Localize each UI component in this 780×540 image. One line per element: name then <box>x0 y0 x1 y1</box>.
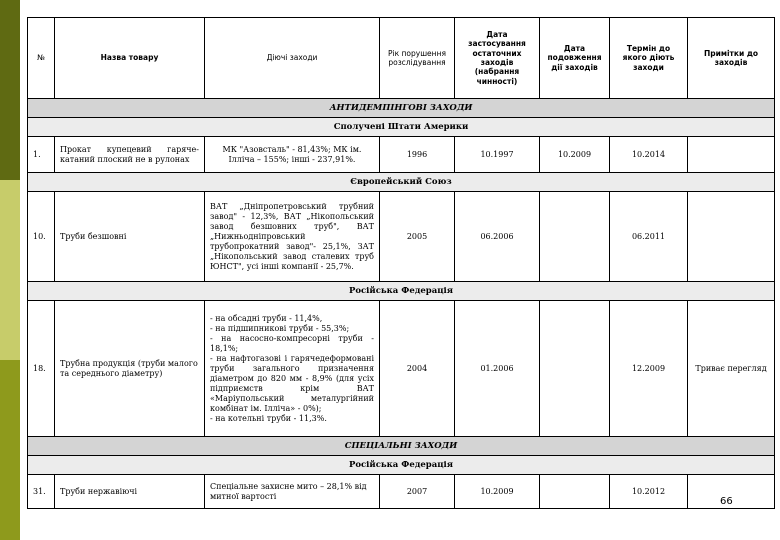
country-row-russia <box>28 282 775 301</box>
cell-measures: - на обсадні труби - 11,4%, - на підшипникові труби - 55,3%; - на насосно-компресорні труби - 18,1%; - на нафтогазові і гарячедеформовані труби загального призначення діаметром до 820 мм - 8,9% (для усіх підприємств крім ВАТ «Маріупольський металургійний комбінат ім. Ілліча» - 0%); - на котельні труби - 11,3%. <box>205 301 380 437</box>
cell-measures: МК "Азовсталь" - 81,43%; МК ім. Ілліча – 155%; інші - 237,91%. <box>205 137 380 173</box>
table-row <box>28 137 775 173</box>
header-applied-date: Дата застосування остаточних заходів (набрання чинності) <box>455 18 540 99</box>
cell-extended: 10.2009 <box>540 137 610 173</box>
cell-num: 1. <box>28 137 55 173</box>
section-row-special <box>28 437 775 456</box>
cell-notes: Триває перегляд <box>688 301 775 437</box>
section-title: СПЕЦІАЛЬНІ ЗАХОДИ <box>28 437 775 456</box>
cell-product: Труби безшовні <box>55 192 205 282</box>
cell-notes <box>688 137 775 173</box>
cell-applied: 10.2009 <box>455 475 540 509</box>
country-row-eu <box>28 173 775 192</box>
country-row-russia-special <box>28 456 775 475</box>
country-title: Сполучені Штати Америки <box>28 118 775 137</box>
cell-extended <box>540 301 610 437</box>
cell-applied: 01.2006 <box>455 301 540 437</box>
cell-year: 1996 <box>380 137 455 173</box>
header-num: № <box>28 18 55 99</box>
cell-measures: ВАТ „Дніпропетровський трубний завод" - 12,3%, ВАТ „Нікопольський завод безшовних труб", ВАТ „Нижньодніпровський трубопрокатний завод"- 25,1%, ЗАТ „Нікопольський завод сталевих труб ЮНСТ", усі інші компанії - 25,7%. <box>205 192 380 282</box>
trade-measures-table <box>27 17 775 509</box>
cell-extended <box>540 475 610 509</box>
table-row <box>28 192 775 282</box>
cell-measures: Спеціальне захисне мито – 28,1% від митної вартості <box>205 475 380 509</box>
cell-applied: 06.2006 <box>455 192 540 282</box>
header-measures: Діючі заходи <box>205 18 380 99</box>
cell-product: Трубна продукція (труби малого та середнього діаметру) <box>55 301 205 437</box>
cell-term: 10.2014 <box>610 137 688 173</box>
cell-term: 12.2009 <box>610 301 688 437</box>
section-title: АНТИДЕМПІНГОВІ ЗАХОДИ <box>28 99 775 118</box>
cell-term: 10.2012 <box>610 475 688 509</box>
cell-num: 18. <box>28 301 55 437</box>
decor-strip-middle <box>0 180 20 360</box>
header-notes: Примітки до заходів <box>688 18 775 99</box>
header-extension-date: Дата подовження дії заходів <box>540 18 610 99</box>
decor-strip-top <box>0 0 20 180</box>
cell-applied: 10.1997 <box>455 137 540 173</box>
header-year: Рік порушення розслідування <box>380 18 455 99</box>
header-term: Термін до якого діють заходи <box>610 18 688 99</box>
country-title: Європейський Союз <box>28 173 775 192</box>
country-title: Російська Федерація <box>28 282 775 301</box>
cell-year: 2005 <box>380 192 455 282</box>
cell-product: Труби нержавіючі <box>55 475 205 509</box>
cell-num: 10. <box>28 192 55 282</box>
section-row-antidumping <box>28 99 775 118</box>
cell-num: 31. <box>28 475 55 509</box>
header-row <box>28 18 775 99</box>
cell-year: 2004 <box>380 301 455 437</box>
header-product: Назва товару <box>55 18 205 99</box>
country-row-usa <box>28 118 775 137</box>
decor-strip-bottom <box>0 360 20 540</box>
cell-year: 2007 <box>380 475 455 509</box>
cell-notes <box>688 192 775 282</box>
page-number: 66 <box>720 496 733 507</box>
cell-product: Прокат купецевий гаряче-катаний плоский не в рулонах <box>55 137 205 173</box>
table-row <box>28 475 775 509</box>
cell-term: 06.2011 <box>610 192 688 282</box>
cell-extended <box>540 192 610 282</box>
country-title: Російська Федерація <box>28 456 775 475</box>
table-row <box>28 301 775 437</box>
